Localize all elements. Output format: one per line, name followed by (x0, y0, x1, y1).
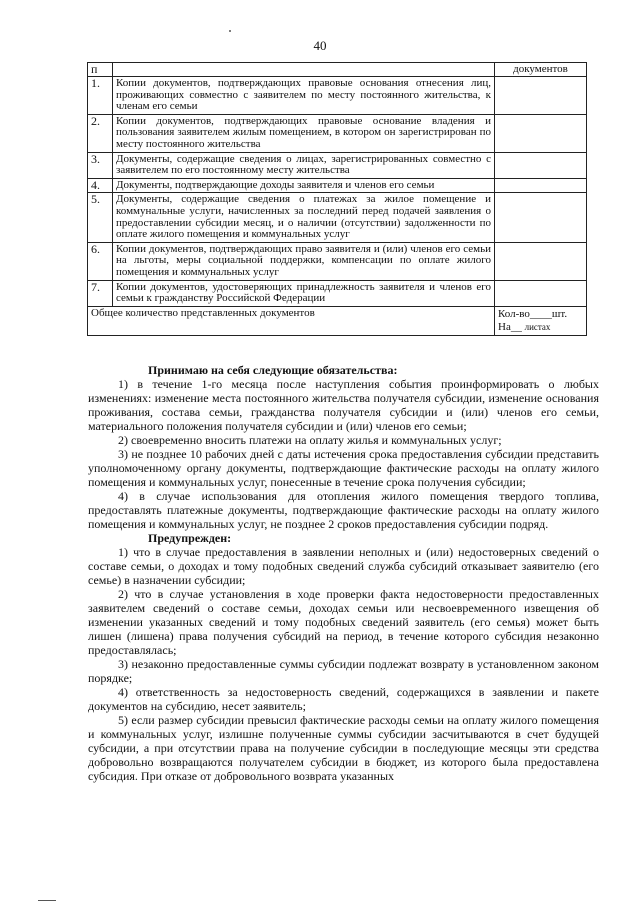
table-row (88, 242, 587, 280)
table-row (88, 280, 587, 306)
total-label: Общее количество представленных документов (88, 306, 495, 335)
obligation-item: 1) в течение 1-го месяца после наступления события проинформировать о любых изменениях: изменение места постоянного жительства получателя субсидии, изменение основания проживания, состава семьи, гражданства получателя субсидии и (или) членов его семьи, материального положения получателя субсидии и (или) членов его семьи; (88, 377, 599, 433)
page-number: 40 (313, 38, 327, 53)
table-row (88, 77, 587, 115)
header-col-number: п (88, 63, 113, 77)
total-values (495, 306, 587, 335)
row-count-cell (495, 114, 587, 152)
row-number: 6. (88, 242, 113, 280)
table-row (88, 152, 587, 178)
scan-mark (38, 900, 56, 901)
row-number: 3. (88, 152, 113, 178)
header-col-description (113, 63, 495, 77)
scan-dot (229, 30, 231, 32)
count-suffix: шт. (551, 307, 568, 320)
count-line (498, 308, 583, 321)
obligation-item: 4) в случае использования для отопления жилого помещения твердого топлива, предоставлять платежные документы, подтверждающие фактические расходы на оплату жилого помещения и коммунальных услуг, не позднее 2 сроков предоставления субсидии подряд. (88, 489, 599, 531)
row-count-cell (495, 178, 587, 193)
header-col-documents: документов (495, 63, 587, 77)
row-description: Копии документов, удостоверяющих принадлежность заявителя и членов его семьи к гражданству Российской Федерации (113, 280, 495, 306)
row-count-cell (495, 242, 587, 280)
row-number: 2. (88, 114, 113, 152)
documents-table (87, 62, 587, 336)
count-prefix: Кол-во (498, 307, 530, 320)
sheets-line (498, 321, 583, 334)
table-total-row (88, 306, 587, 335)
row-description: Документы, содержащие сведения о платежах за жилое помещение и коммунальные услуги, начисленных за последний перед подачей заявления о предоставлении субсидии месяц, и о наличии (отсутствии) задолженности по оплате жилого помещения и коммунальных услуг (113, 193, 495, 242)
row-number: 4. (88, 178, 113, 193)
warned-heading: Предупрежден: (148, 531, 232, 545)
table-row (88, 193, 587, 242)
obligation-item: 2) своевременно вносить платежи на оплату жилья и коммунальных услуг; (118, 433, 502, 447)
row-description: Копии документов, подтверждающих право заявителя и (или) членов его семьи на льготы, меры социальной поддержки, компенсации по оплате жилого помещения и коммунальных услуг (113, 242, 495, 280)
document-body (88, 363, 599, 783)
warned-item: 5) если размер субсидии превысил фактические расходы семьи на оплату жилого помещения и коммунальных услуг, излишне полученные суммы субсидии засчитываются в счет будущей субсидии, а при отсутствии права на получение субсидии в последующие месяцы эти средства добровольно возвращаются получателем субсидии в бюджет, из которого была предоставлена субсидия. При отказе от добровольного возврата указанных (88, 713, 599, 783)
row-count-cell (495, 77, 587, 115)
table-header-row (88, 63, 587, 77)
row-count-cell (495, 280, 587, 306)
row-number: 1. (88, 77, 113, 115)
sheets-suffix: листах (524, 321, 551, 332)
obligation-item: 3) не позднее 10 рабочих дней с даты истечения срока предоставления субсидии представить уполномоченному органу документы, подтверждающие фактические расходы на оплату жилого помещения и коммунальных услуг, понесенные в течение срока получения субсидии; (88, 447, 599, 489)
row-number: 5. (88, 193, 113, 242)
sheets-blank: __ (510, 320, 522, 333)
warned-item: 2) что в случае установления в ходе проверки факта недостоверности предоставленных заявителем сведений о составе семьи, доходах семьи или несвоевременного извещения об изменении указанных сведений и тому подобных сведений заявитель (его семья) может быть лишен (лишена) права получения субсидий на период, в течение которого субсидия незаконно предоставлялась; (88, 587, 599, 657)
table-row (88, 178, 587, 193)
count-blank: ____ (529, 307, 552, 320)
row-description: Копии документов, подтверждающих правовые основания отнесения лиц, проживающих совместно с заявителем по месту постоянного жительства, к членам его семьи (113, 77, 495, 115)
warned-item: 4) ответственность за недостоверность сведений, содержащихся в заявлении и пакете документов на субсидию, несет заявитель; (88, 685, 599, 713)
warned-item: 3) незаконно предоставленные суммы субсидии подлежат возврату в установленном законом порядке; (88, 657, 599, 685)
obligations-heading: Принимаю на себя следующие обязательства: (148, 363, 398, 377)
row-count-cell (495, 193, 587, 242)
row-number: 7. (88, 280, 113, 306)
table-row (88, 114, 587, 152)
row-count-cell (495, 152, 587, 178)
row-description: Документы, подтверждающие доходы заявителя и членов его семьи (113, 178, 495, 193)
row-description: Копии документов, подтверждающих правовые основание владения и пользования заявителем жилым помещением, в котором он зарегистрирован по месту постоянного жительства (113, 114, 495, 152)
warned-item: 1) что в случае предоставления в заявлении неполных и (или) недостоверных сведений о составе семьи, о доходах и тому подобных сведений служба субсидий отказывает заявителю (его семье) в назначении субсидии; (88, 545, 599, 587)
row-description: Документы, содержащие сведения о лицах, зарегистрированных совместно с заявителем по его постоянному месту жительства (113, 152, 495, 178)
sheets-prefix: На (498, 320, 511, 333)
